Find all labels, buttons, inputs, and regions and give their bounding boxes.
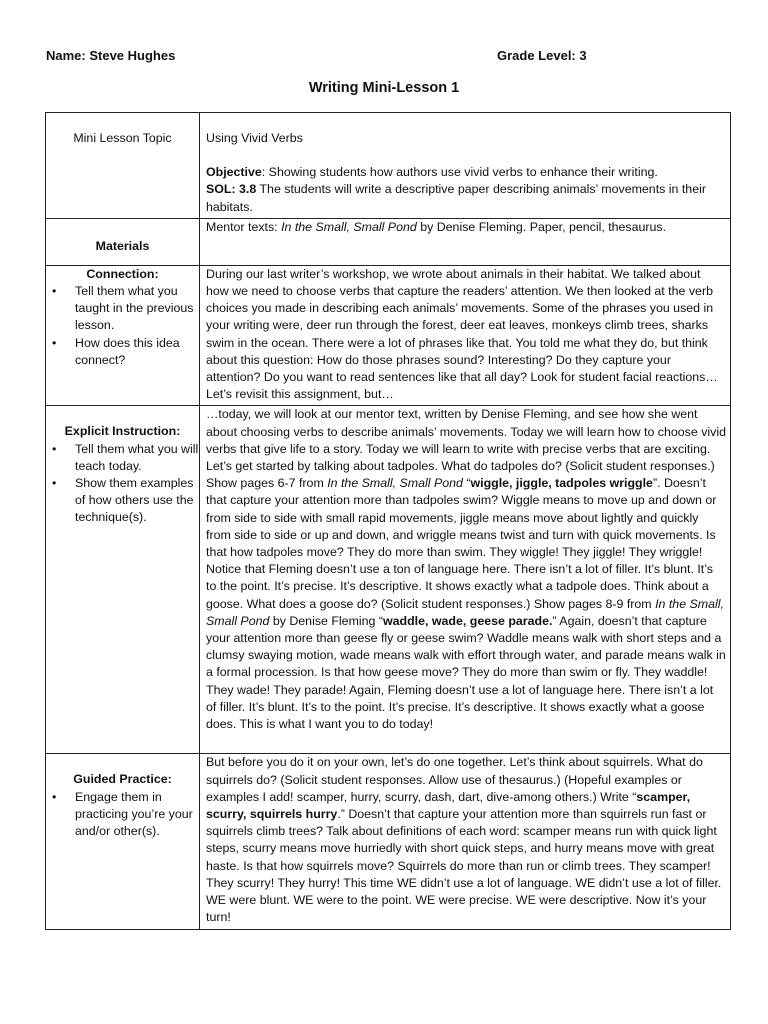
page-title: Writing Mini-Lesson 1 — [308, 80, 460, 96]
connection-label-cell — [46, 265, 200, 406]
explicit-label-cell — [46, 406, 200, 754]
materials-text — [206, 219, 726, 236]
guided-row — [46, 754, 731, 930]
objective-label: Objective — [206, 165, 262, 180]
sol-text: The students will write a descriptive paper describing animals’ movements in their habitats. — [206, 182, 706, 214]
materials-content-cell — [200, 218, 731, 265]
explicit-part: ” Again, doesn’t that capture your attention more than geese fly or geese swim? Waddle means walk with short steps and a clumsy swaying motion, wade means walk with effort through water, and parade means walk in a formal procession. Is that how geese move? They do more than swim or fly. They waddle! They wade! They parade! Again, Fleming doesn’t use a lot of language here. There isn’t a lot of filler. It’s blunt. It’s to the point. It’s precise. It’s descriptive. It shows exactly what a goose does. This is what I want you to do today! — [206, 613, 726, 732]
list-item: • Engage them in practicing you’re your and/or other(s). — [75, 789, 199, 841]
explicit-book-title: In the Small, Small Pond — [206, 596, 724, 628]
lesson-table — [45, 112, 731, 930]
list-item: • How does this idea connect? — [75, 335, 199, 369]
guided-text — [206, 754, 726, 926]
topic-value: Using Vivid Verbs — [206, 131, 303, 145]
connection-label: Connection: — [86, 266, 159, 281]
explicit-part: …today, we will look at our mentor text, written by Denise Fleming, and see how she went about choosing verbs to describe animals’ movements. Today we will learn how to choose vivid verbs that give life to a story. Today we will learn to write with precise verbs that are exciting. Let’s get started by talking about tadpoles. What do tadpoles do? (Solicit student responses.) Show pages 6-7 from — [206, 407, 726, 491]
connection-content-cell — [200, 265, 731, 406]
materials-book-title: In the Small, Small Pond — [281, 219, 417, 234]
guided-bullets — [46, 789, 199, 841]
materials-row — [46, 218, 731, 265]
explicit-verbs-tadpoles: wiggle, jiggle, tadpoles wriggle — [470, 476, 653, 491]
grade-level: Grade Level: 3 — [497, 48, 587, 63]
explicit-label: Explicit Instruction: — [64, 424, 181, 439]
topic-row — [46, 113, 731, 219]
explicit-part: “ — [462, 476, 471, 491]
guided-label: Guided Practice: — [73, 772, 172, 787]
materials-text-a: Mentor texts: — [206, 219, 282, 234]
explicit-row — [46, 406, 731, 754]
explicit-part: by Denise Fleming “ — [269, 613, 383, 628]
student-name: Name: Steve Hughes — [46, 48, 176, 63]
materials-label-cell — [46, 218, 200, 265]
explicit-text — [206, 406, 726, 733]
explicit-bullets — [46, 441, 199, 527]
guided-part: .” Doesn’t that capture your attention more than squirrels run fast or squirrels climb trees? Talk about definitions of each word: scamper means run with quick light steps, scurry means move hurriedly with short quick steps, and hurry means move with great haste. Is that how squirrels move? Squirrels do more than run or climb trees. They scamper! They scurry! They hurry! This time WE didn’t use a lot of language. WE didn’t use a lot of filler. WE were blunt. WE were to the point. WE were precise. WE were descriptive. Now it’s your turn! — [206, 807, 722, 925]
sol — [206, 181, 726, 215]
explicit-content-cell — [200, 406, 731, 754]
sol-label: SOL: 3.8 — [206, 182, 257, 197]
guided-content-cell — [200, 754, 731, 930]
guided-verbs-squirrels: scamper, scurry, squirrels hurry — [206, 789, 691, 822]
list-item: • Show them examples of how others use the technique(s). — [75, 475, 199, 527]
materials-text-b: by Denise Fleming. Paper, pencil, thesaurus. — [416, 219, 667, 234]
list-item: • Tell them what you will teach today. — [75, 441, 199, 475]
explicit-verbs-geese: waddle, wade, geese parade. — [383, 613, 553, 628]
topic-label-cell — [46, 113, 200, 219]
objective — [206, 164, 726, 181]
topic-label: Mini Lesson Topic — [73, 131, 172, 145]
connection-bullets — [46, 283, 199, 369]
connection-text: During our last writer’s workshop, we wrote about animals in their habitat. We talked about how we need to choose verbs that capture the readers’ attention. We then looked at the verb choices you made in describing each animals’ movements. Some of the phrases you used in your writing were, deer run through the forest, deer eat leaves, monkeys climb trees, sharks swim in the ocean. There were a lot of phrases like that. You told me what they do, but think about this question: How do those phrases sound? Interesting? Do they capture your attention? Do you want to read sentences like that all day? Look for student facial reactions… Let’s revisit this assignment, but… — [206, 266, 718, 402]
list-item: • Tell them what you taught in the previous lesson. — [75, 283, 199, 335]
materials-label: Materials — [95, 238, 150, 253]
explicit-book-title: In the Small, Small Pond — [327, 476, 463, 491]
objective-text: : Showing students how authors use vivid verbs to enhance their writing. — [261, 165, 658, 180]
topic-content-cell — [200, 113, 731, 219]
guided-part: But before you do it on your own, let’s do one together. Let’s think about squirrels. What do squirrels do? (Solicit student responses. Allow use of thesaurus.) (Hopeful examples or examples I add! scamper, hurry, scurry, dash, dart, dive-among others.) Write “ — [206, 755, 703, 804]
guided-label-cell — [46, 754, 200, 930]
explicit-part: ”. Doesn’t that capture your attention more than tadpoles swim? Wiggle means to move up and down or from side to side with small rapid movements, jiggle means move about lightly and quickly from side to side or up and down, and wriggle means twist and turn with quick movements. Is that how tadpoles move? They do more than swim. They wiggle! They jiggle! They wriggle! Notice that Fleming doesn’t use a ton of language here. There isn’t a lot of filler. It’s blunt. It’s to the point. It’s precise. It’s descriptive. It shows exactly what a tadpole does. Think about a goose. What does a goose do? (Solicit student responses.) Show pages 8-9 from — [206, 476, 717, 611]
connection-row — [46, 265, 731, 406]
